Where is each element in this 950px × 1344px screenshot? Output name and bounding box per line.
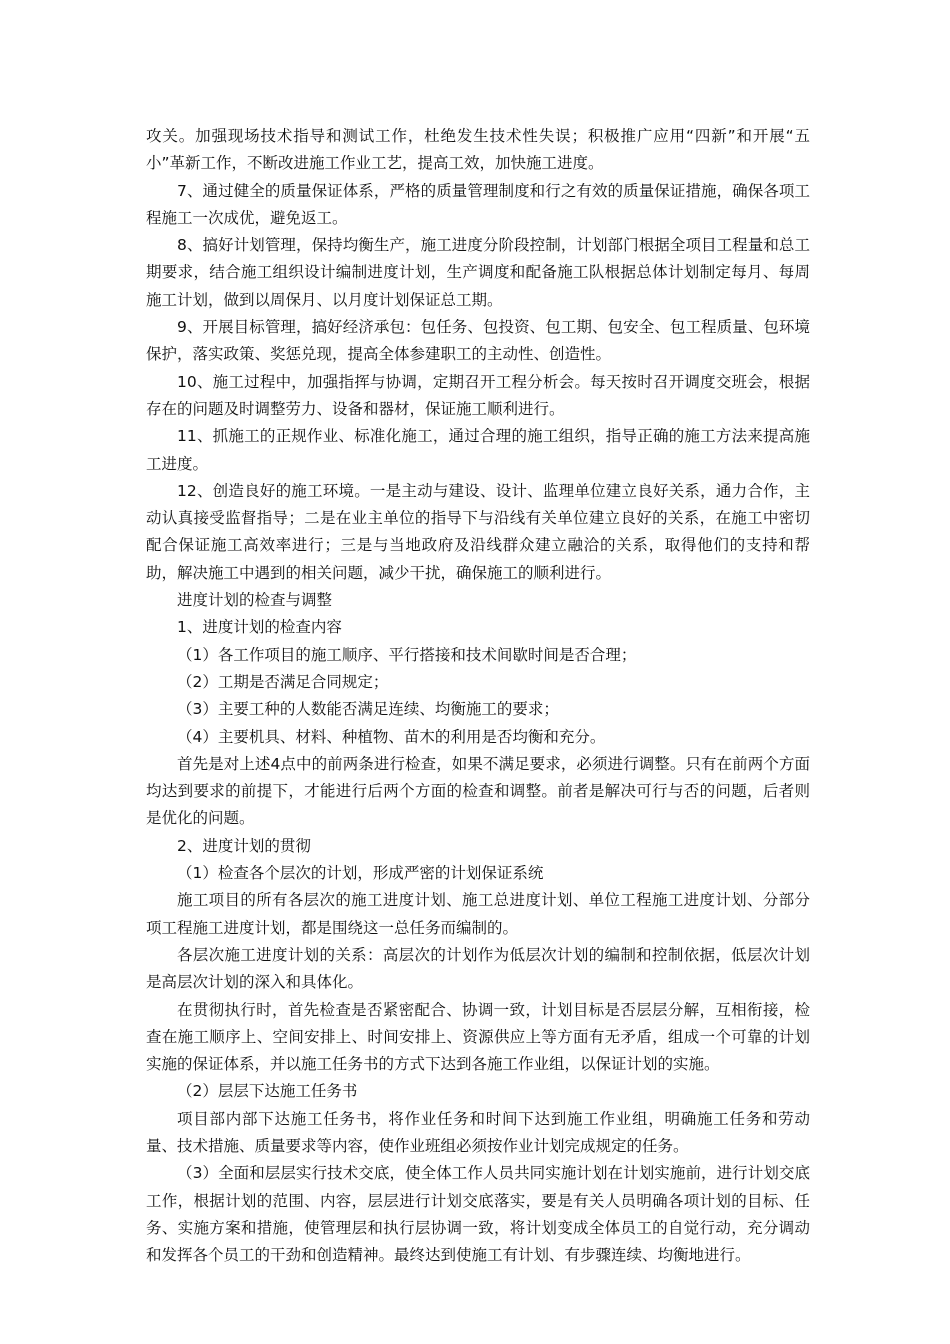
paragraph-item-12: 12、创造良好的施工环境。一是主动与建设、设计、监理单位建立良好关系，通力合作，主动认真接受监督指导；二是在业主单位的指导下与沿线有关单位建立良好的关系，在施工中密切配合保证施工高效率进行；三是与当地政府及沿线群众建立融洽的关系，取得他们的支持和帮助，解决施工中遇到的相关问题，减少干扰，确保施工的顺利进行。 (146, 481, 810, 582)
paragraph-item-10: 10、施工过程中，加强指挥与协调，定期召开工程分析会。每天按时召开调度交班会，根据存在的问题及时调整劳力、设备和器材，保证施工顺利进行。 (146, 372, 810, 418)
list-item-implementation-2: （2）层层下达施工任务书 (177, 1082, 358, 1101)
paragraph-item-11: 11、抓施工的正规作业、标准化施工，通过合理的施工组织，指导正确的施工方法来提高施工进度。 (146, 427, 810, 473)
list-item-check-1: （1）各工作项目的施工顺序、平行搭接和技术间歇时间是否合理； (177, 645, 637, 664)
paragraph-item-7: 7、通过健全的质量保证体系，严格的质量管理制度和行之有效的质量保证措施，确保各项工程施工一次成优，避免返工。 (146, 181, 810, 227)
list-item-check-4: （4）主要机具、材料、种植物、苗木的利用是否均衡和充分。 (177, 727, 606, 746)
paragraph-task-orders: 项目部内部下达施工任务书，将作业任务和时间下达到施工作业组，明确施工任务和劳动量、技术措施、质量要求等内容，使作业班组必须按作业计划完成规定的任务。 (146, 1109, 810, 1155)
list-item-check-2: （2）工期是否满足合同规定； (177, 672, 389, 691)
paragraph-item-9: 9、开展目标管理，搞好经济承包：包任务、包投资、包工期、包安全、包工程质量、包环境保护，落实政策、奖惩兑现，提高全体参建职工的主动性、创造性。 (146, 318, 810, 364)
subheading-plan-implementation: 2、进度计划的贯彻 (177, 836, 311, 855)
paragraph-continuation: 攻关。加强现场技术指导和测试工作，杜绝发生技术性失误；积极推广应用“四新”和开展“五小”革新工作，不断改进施工作业工艺，提高工效，加快施工进度。 (146, 127, 810, 173)
list-item-implementation-1: （1）检查各个层次的计划，形成严密的计划保证系统 (177, 864, 544, 883)
list-item-check-3: （3）主要工种的人数能否满足连续、均衡施工的要求； (177, 700, 559, 719)
paragraph-plan-execution: 在贯彻执行时，首先检查是否紧密配合、协调一致，计划目标是否层层分解，互相衔接，检查在施工顺序上、空间安排上、时间安排上、资源供应上等方面有无矛盾，组成一个可靠的计划实施的保证体系，并以施工任务书的方式下达到各施工作业组，以保证计划的实施。 (146, 1000, 810, 1074)
paragraph-plan-relationship: 各层次施工进度计划的关系：高层次的计划作为低层次计划的编制和控制依据，低层次计划是高层次计划的深入和具体化。 (146, 945, 810, 992)
paragraph-check-summary: 首先是对上述4点中的前两条进行检查，如果不满足要求，必须进行调整。只有在前两个方面均达到要求的前提下，才能进行后两个方面的检查和调整。前者是解决可行与否的问题，后者则是优化的问题。 (146, 754, 810, 828)
paragraph-item-8: 8、搞好计划管理，保持均衡生产，施工进度分阶段控制，计划部门根据全项目工程量和总工期要求，结合施工组织设计编制进度计划，生产调度和配备施工队根据总体计划制定每月、每周施工计划，做到以周保月、以月度计划保证总工期。 (146, 236, 810, 309)
subheading-check-content: 1、进度计划的检查内容 (177, 618, 342, 637)
paragraph-plan-levels: 施工项目的所有各层次的施工进度计划、施工总进度计划、单位工程施工进度计划、分部分项工程施工进度计划，都是围绕这一总任务而编制的。 (146, 891, 810, 937)
section-heading-schedule-check: 进度计划的检查与调整 (177, 591, 333, 610)
document-page (146, 123, 810, 1269)
list-item-implementation-3: （3）全面和层层实行技术交底，使全体工作人员共同实施计划在计划实施前，进行计划交底工作，根据计划的范围、内容，层层进行计划交底落实，要是有关人员明确各项计划的目标、任务、实施方案和措施，使管理层和执行层协调一致，将计划变成全体员工的自觉行动，充分调动和发挥各个员工的干劲和创造精神。最终达到使施工有计划、有步骤连续、均衡地进行。 (146, 1164, 810, 1265)
